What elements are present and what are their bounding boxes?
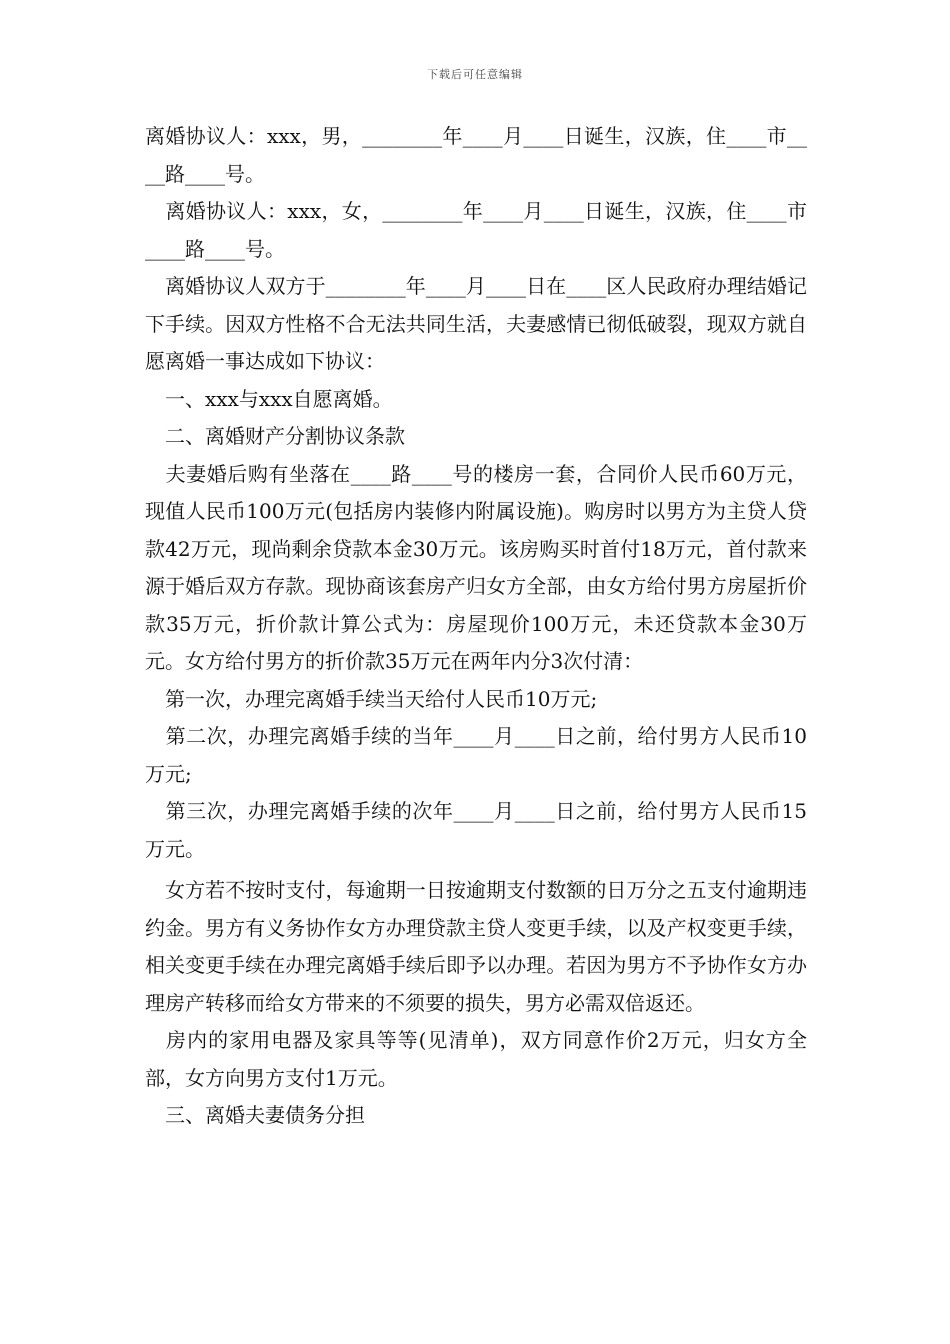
page-header: 下载后可任意编辑 — [427, 68, 523, 81]
clause-two-heading: 二、离婚财产分割协议条款 — [145, 424, 405, 448]
paragraph-property: 夫妻婚后购有坐落在____路____号的楼房一套，合同价人民币60万元，现值人民币100万元(包括房内装修内附属设施)。购房时以男方为主贷人贷款42万元，现尚剩余贷款本金30万元。该房购买时首付18万元，首付款来源于婚后双方存款。现协商该套房产归女方全部，由女方给付男方房屋折价款35万元，折价款计算公式为：房屋现价100万元，未还贷款本金30万元。女方给付男方的折价款35万元在两年内分3次付清： — [145, 461, 807, 673]
paragraph-payment-first: 第一次，办理完离婚手续当天给付人民币10万元; — [145, 686, 598, 711]
paragraph-late-payment: 女方若不按时支付，每逾期一日按逾期支付数额的日万分之五支付逾期违约金。男方有义务协作女方办理贷款主贷人变更手续，以及产权变更手续，相关变更手续在办理完离婚手续后即予以办理。若因为男方不予协作女方办理房产转移而给女方带来的不须要的损失，男方必需双倍返还。 — [145, 878, 807, 1015]
clause-one: 一、xxx与xxx自愿离婚。 — [145, 386, 393, 411]
clause-three-heading: 三、离婚夫妻债务分担 — [145, 1103, 365, 1127]
document-body — [145, 118, 807, 1135]
paragraph-party-male: 离婚协议人：xxx，男，________年____月____日诞生，汉族，住____市____路____号。 — [145, 124, 807, 186]
paragraph-payment-second: 第二次，办理完离婚手续的当年____月____日之前，给付男方人民币10万元; — [145, 724, 807, 786]
paragraph-marriage-registration: 离婚协议人双方于________年____月____日在____区人民政府办理结婚记下手续。因双方性格不合无法共同生活，夫妻感情已彻低破裂，现双方就自愿离婚一事达成如下协议： — [145, 274, 807, 373]
paragraph-appliances: 房内的家用电器及家具等等(见清单)，双方同意作价2万元，归女方全部，女方向男方支付1万元。 — [145, 1028, 807, 1090]
paragraph-party-female: 离婚协议人：xxx，女，________年____月____日诞生，汉族，住____市____路____号。 — [145, 199, 807, 261]
paragraph-payment-third: 第三次，办理完离婚手续的次年____月____日之前，给付男方人民币15万元。 — [145, 799, 807, 861]
